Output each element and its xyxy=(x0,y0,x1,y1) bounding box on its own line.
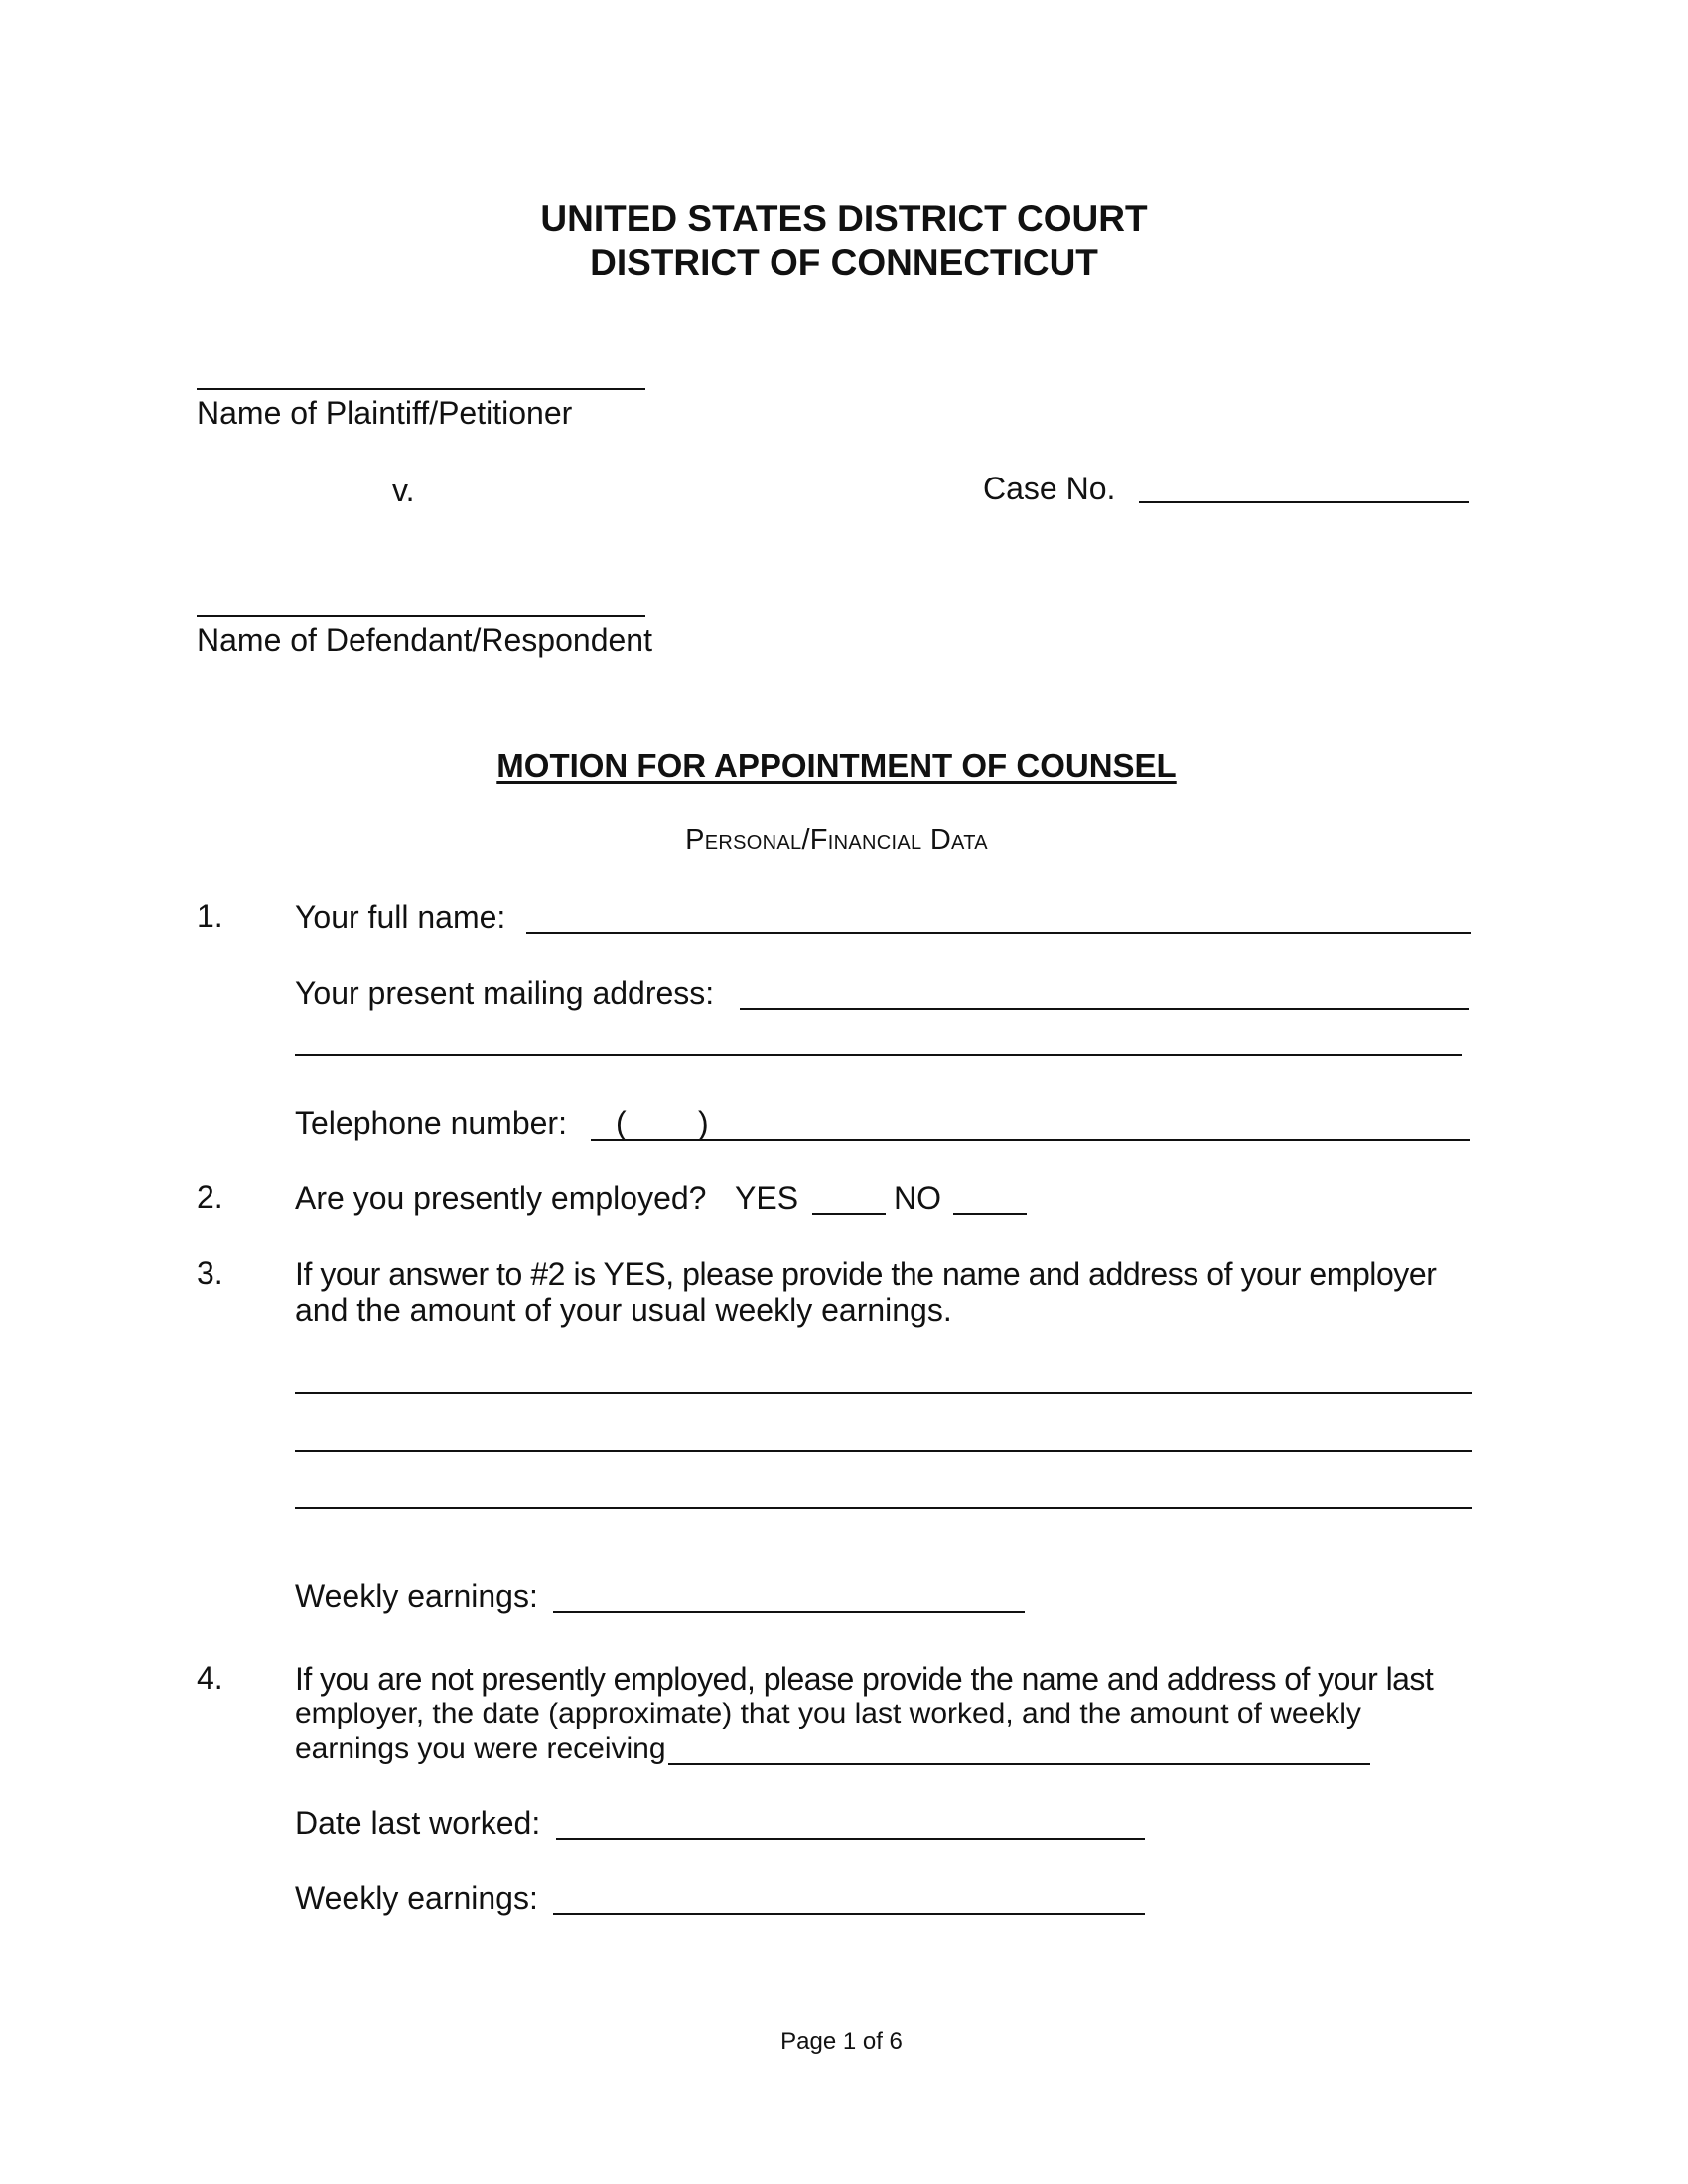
telephone-paren-close: ) xyxy=(698,1105,709,1141)
question-number-2: 2. xyxy=(197,1179,223,1215)
question-number-1: 1. xyxy=(197,898,223,934)
question-number-4: 4. xyxy=(197,1660,223,1696)
q4-text-line3: earnings you were receiving xyxy=(295,1732,666,1765)
defendant-label: Name of Defendant/Respondent xyxy=(197,622,652,658)
date-last-worked-label: Date last worked: xyxy=(295,1805,541,1841)
telephone-label: Telephone number: xyxy=(295,1105,567,1141)
date-last-worked-field[interactable] xyxy=(556,1838,1145,1840)
q3-text-line1: If your answer to #2 is YES, please provide the name and address of your employer xyxy=(295,1256,1437,1292)
question-number-3: 3. xyxy=(197,1255,223,1291)
weekly-earnings-label-q4: Weekly earnings: xyxy=(295,1880,538,1916)
plaintiff-name-field[interactable] xyxy=(197,388,645,390)
no-label: NO xyxy=(894,1180,941,1216)
section-subtitle: Personal/Financial Data xyxy=(685,824,988,856)
mailing-address-field-1[interactable] xyxy=(740,1008,1469,1010)
q4-text-line1: If you are not presently employed, please provide the name and address of your last xyxy=(295,1661,1434,1697)
plaintiff-label: Name of Plaintiff/Petitioner xyxy=(197,395,573,431)
telephone-field[interactable] xyxy=(591,1139,1470,1141)
employed-question: Are you presently employed? xyxy=(295,1180,707,1216)
last-employer-field[interactable] xyxy=(668,1763,1370,1765)
case-no-field[interactable] xyxy=(1139,501,1469,503)
versus-label: v. xyxy=(392,473,415,508)
full-name-label: Your full name: xyxy=(295,899,506,935)
weekly-earnings-field-q3[interactable] xyxy=(553,1611,1025,1613)
court-district: DISTRICT OF CONNECTICUT xyxy=(590,242,1098,283)
employer-field-3[interactable] xyxy=(295,1507,1472,1509)
motion-title: MOTION FOR APPOINTMENT OF COUNSEL xyxy=(496,748,1177,784)
q4-text-line2: employer, the date (approximate) that you last worked, and the amount of weekly xyxy=(295,1698,1361,1730)
no-field[interactable] xyxy=(953,1213,1027,1215)
defendant-name-field[interactable] xyxy=(197,615,645,617)
case-no-label: Case No. xyxy=(983,471,1116,506)
q3-text-line2: and the amount of your usual weekly earnings. xyxy=(295,1293,952,1328)
employer-field-2[interactable] xyxy=(295,1450,1472,1452)
weekly-earnings-label-q3: Weekly earnings: xyxy=(295,1578,538,1614)
mailing-address-label: Your present mailing address: xyxy=(295,975,715,1011)
weekly-earnings-field-q4[interactable] xyxy=(553,1913,1145,1915)
employer-field-1[interactable] xyxy=(295,1392,1472,1394)
court-name: UNITED STATES DISTRICT COURT xyxy=(540,199,1148,239)
full-name-field[interactable] xyxy=(526,932,1471,934)
mailing-address-field-2[interactable] xyxy=(295,1054,1462,1056)
yes-field[interactable] xyxy=(812,1213,886,1215)
page-number: Page 1 of 6 xyxy=(780,2028,903,2055)
yes-label: YES xyxy=(735,1180,799,1216)
telephone-paren-open: ( xyxy=(616,1105,627,1141)
